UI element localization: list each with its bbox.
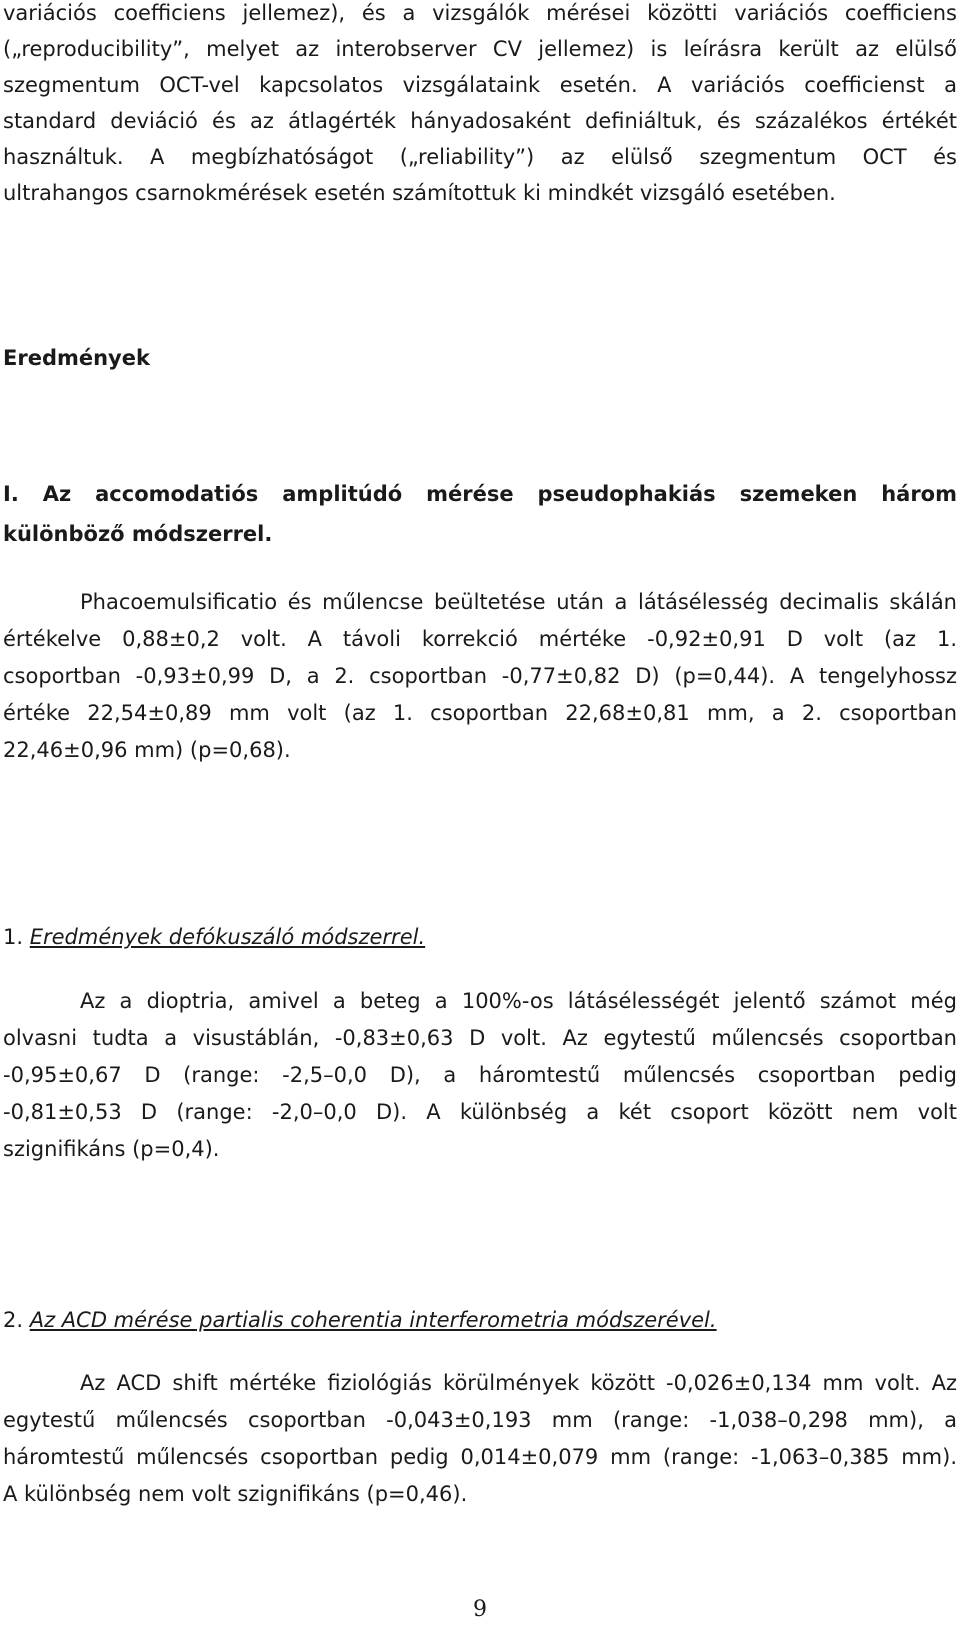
- text-line: standard deviáció és az átlagérték hányadosaként definiáltuk, és százalékos értékét: [3, 109, 957, 133]
- section-title-line: különböző módszerrel.: [3, 522, 273, 546]
- text-line: 22,46±0,96 mm) (p=0,68).: [3, 738, 291, 762]
- text-line: szegmentum OCT-vel kapcsolatos vizsgálataink esetén. A variációs coefficienst a: [3, 73, 957, 97]
- text-line: Phacoemulsificatio és műlencse beültetése után a látásélesség decimalis skálán: [80, 590, 957, 614]
- text-line: Az ACD shift mértéke fiziológiás körülmények között -0,026±0,134 mm volt. Az: [80, 1371, 957, 1395]
- text-line: („reproducibility”, melyet az interobserver CV jellemez) is leírásra került az elülső: [3, 37, 957, 61]
- text-line: használtuk. A megbízhatóságot („reliability”) az elülső szegmentum OCT és: [3, 145, 957, 169]
- intro-paragraph: [3, 0, 957, 211]
- results-heading: Eredmények: [3, 346, 150, 370]
- section1-paragraph: [3, 584, 957, 769]
- subsection-number: 1.: [3, 925, 24, 949]
- text-line: variációs coefficiens jellemez), és a vizsgálók mérései közötti variációs coefficiens: [3, 1, 957, 25]
- subsection-number: 2.: [3, 1308, 24, 1332]
- text-line: -0,95±0,67 D (range: -2,5–0,0 D), a háromtestű műlencsés csoportban pedig: [3, 1063, 957, 1087]
- subsection-title-text: Az ACD mérése partialis coherentia interferometria módszerével.: [29, 1308, 717, 1332]
- text-line: olvasni tudta a visustáblán, -0,83±0,63 D volt. Az egytestű műlencsés csoportban: [3, 1026, 957, 1050]
- text-line: -0,81±0,53 D (range: -2,0–0,0 D). A különbség a két csoport között nem volt: [3, 1100, 957, 1124]
- text-line: háromtestű műlencsés csoportban pedig 0,014±0,079 mm (range: -1,063–0,385 mm).: [3, 1445, 957, 1469]
- sub2-paragraph: [3, 1365, 957, 1513]
- section-title-line: I. Az accomodatiós amplitúdó mérése pseudophakiás szemeken három: [3, 482, 957, 506]
- subsection-title: [3, 925, 425, 949]
- page-number: 9: [473, 1597, 487, 1622]
- text-line: egytestű műlencsés csoportban -0,043±0,193 mm (range: -1,038–0,298 mm), a: [3, 1408, 957, 1432]
- subsection-title-text: Eredmények defókuszáló módszerrel.: [29, 925, 426, 949]
- text-line: értéke 22,54±0,89 mm volt (az 1. csoportban 22,68±0,81 mm, a 2. csoportban: [3, 701, 957, 725]
- text-line: A különbség nem volt szignifikáns (p=0,46).: [3, 1482, 468, 1506]
- text-line: ultrahangos csarnokmérések esetén számítottuk ki mindkét vizsgáló esetében.: [3, 181, 836, 205]
- text-line: csoportban -0,93±0,99 D, a 2. csoportban -0,77±0,82 D) (p=0,44). A tengelyhossz: [3, 664, 957, 688]
- section-title: [3, 474, 957, 554]
- subsection-title: [3, 1308, 717, 1332]
- text-line: Az a dioptria, amivel a beteg a 100%-os látásélességét jelentő számot még: [80, 989, 957, 1013]
- text-line: értékelve 0,88±0,2 volt. A távoli korrekció mértéke -0,92±0,91 D volt (az 1.: [3, 627, 957, 651]
- text-line: szignifikáns (p=0,4).: [3, 1137, 220, 1161]
- sub1-paragraph: [3, 983, 957, 1168]
